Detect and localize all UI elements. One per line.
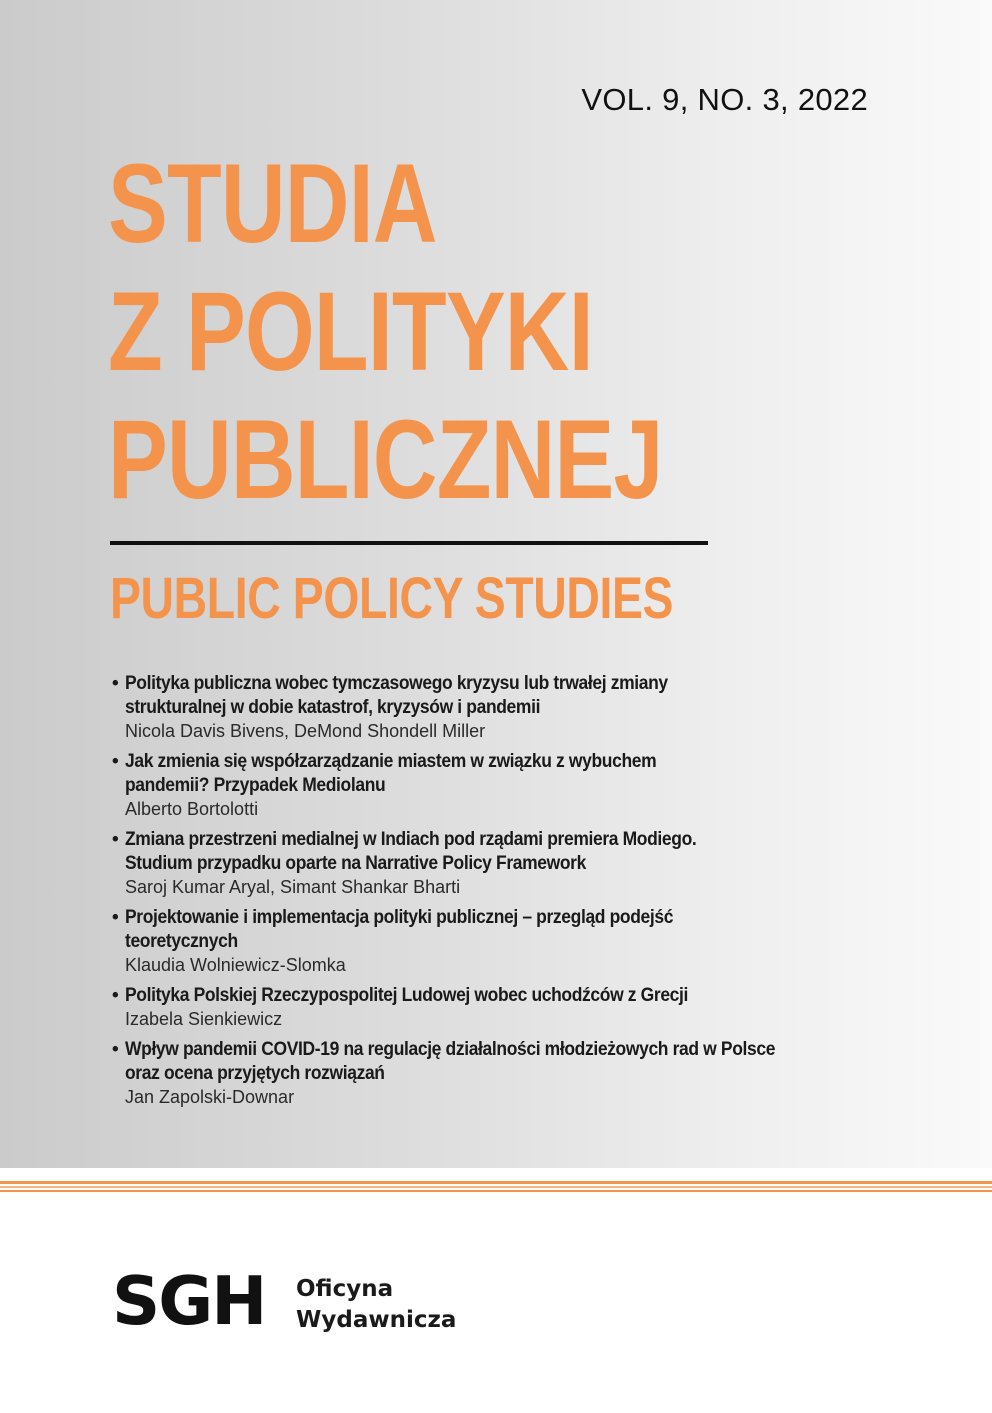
publisher-line-2: Wydawnicza xyxy=(296,1307,457,1333)
article-title: Projektowanie i implementacja polityki publicznej – przegląd podejść teoretycznych xyxy=(125,907,674,952)
article-authors: Saroj Kumar Aryal, Simant Shankar Bharti xyxy=(125,877,461,897)
article-item xyxy=(112,1038,872,1108)
article-title: Wpływ pandemii COVID-19 na regulację działalności młodzieżowych rad w Polsce oraz ocena przyjętych rozwiązań xyxy=(125,1039,776,1084)
bullet-icon: • xyxy=(112,985,119,1006)
article-authors: Klaudia Wolniewicz-Slomka xyxy=(125,955,346,975)
article-authors: Jan Zapolski-Downar xyxy=(125,1087,295,1107)
journal-subtitle: PUBLIC POLICY STUDIES xyxy=(110,566,674,631)
title-divider xyxy=(110,541,708,545)
footer-stripe xyxy=(0,1186,992,1188)
article-title: Jak zmienia się współzarządzanie miastem w związku z wybuchem pandemii? Przypadek Mediolanu xyxy=(125,751,657,796)
article-item xyxy=(112,828,872,898)
bullet-icon: • xyxy=(112,1039,119,1060)
bullet-icon: • xyxy=(112,907,119,928)
publisher-name xyxy=(296,1274,456,1336)
footer-stripe xyxy=(0,1181,992,1184)
article-item xyxy=(112,984,872,1030)
journal-title-line-3: PUBLICZNEJ xyxy=(108,397,663,522)
bullet-icon: • xyxy=(112,751,119,772)
footer-stripe xyxy=(0,1190,992,1192)
publisher-line-1: Oficyna xyxy=(296,1276,394,1302)
article-item xyxy=(112,906,872,976)
sgh-logo: SGH xyxy=(112,1262,266,1340)
bullet-icon: • xyxy=(112,829,119,850)
article-item xyxy=(112,750,872,820)
article-authors: Alberto Bortolotti xyxy=(125,799,259,819)
article-title: Zmiana przestrzeni medialnej w Indiach pod rządami premiera Modiego. Studium przypadku oparte na Narrative Policy Framework xyxy=(125,829,697,874)
journal-title-line-2: Z POLITYKI xyxy=(108,269,593,394)
article-authors: Izabela Sienkiewicz xyxy=(125,1009,283,1029)
volume-label: VOL. 9, NO. 3, 2022 xyxy=(581,82,868,117)
bullet-icon: • xyxy=(112,673,119,694)
article-list xyxy=(112,672,872,1116)
article-title: Polityka Polskiej Rzeczypospolitej Ludowej wobec uchodźców z Grecji xyxy=(125,985,689,1006)
article-authors: Nicola Davis Bivens, DeMond Shondell Miller xyxy=(125,721,486,741)
article-item xyxy=(112,672,872,742)
article-title: Polityka publiczna wobec tymczasowego kryzysu lub trwałej zmiany strukturalnej w dobie katastrof, kryzysów i pandemii xyxy=(125,673,668,718)
journal-title-line-1: STUDIA xyxy=(108,141,437,266)
